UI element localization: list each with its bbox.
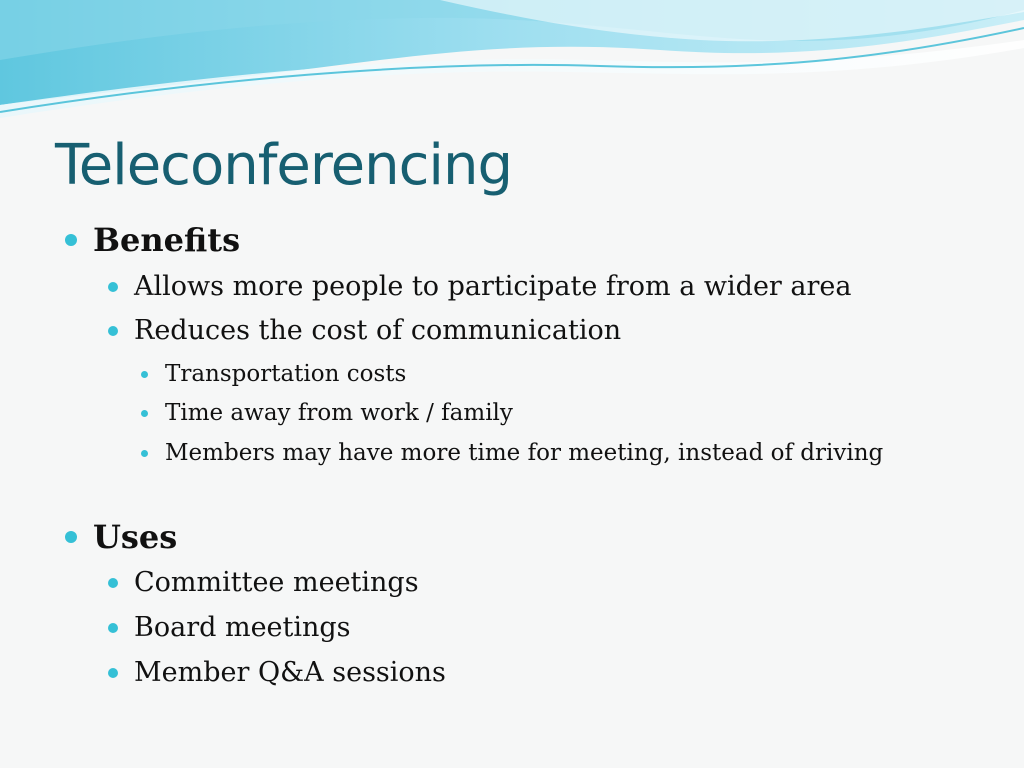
bullet-icon	[108, 578, 118, 588]
list-item-text: Member Q&A sessions	[134, 657, 446, 688]
list-item-text: Reduces the cost of communication	[134, 315, 622, 346]
bullet-icon	[108, 326, 118, 336]
list-item	[134, 655, 446, 691]
sub-list-item	[165, 438, 883, 468]
bullet-icon	[65, 531, 77, 543]
list-item	[134, 610, 351, 646]
bullet-icon	[141, 410, 148, 417]
section-heading-text: Uses	[93, 518, 178, 556]
list-item	[134, 269, 852, 305]
section-heading-benefits	[93, 220, 240, 260]
list-item	[134, 313, 621, 349]
list-item-text: Committee meetings	[134, 567, 419, 598]
section-heading-text: Benefits	[93, 221, 241, 259]
list-item-text: Allows more people to participate from a wider area	[134, 271, 852, 302]
section-heading-uses	[93, 517, 177, 557]
bullet-icon	[65, 234, 77, 246]
sub-list-item	[165, 359, 406, 389]
sub-list-item-text: Transportation costs	[165, 361, 407, 387]
bullet-icon	[141, 450, 148, 457]
sub-list-item	[165, 398, 513, 428]
bullet-icon	[108, 668, 118, 678]
sub-list-item-text: Members may have more time for meeting, instead of driving	[165, 440, 884, 466]
bullet-icon	[108, 282, 118, 292]
slide-title: Teleconferencing	[55, 133, 512, 198]
bullet-icon	[108, 623, 118, 633]
bullet-icon	[141, 371, 148, 378]
list-item	[134, 565, 419, 601]
sub-list-item-text: Time away from work / family	[165, 400, 513, 426]
list-item-text: Board meetings	[134, 612, 351, 643]
